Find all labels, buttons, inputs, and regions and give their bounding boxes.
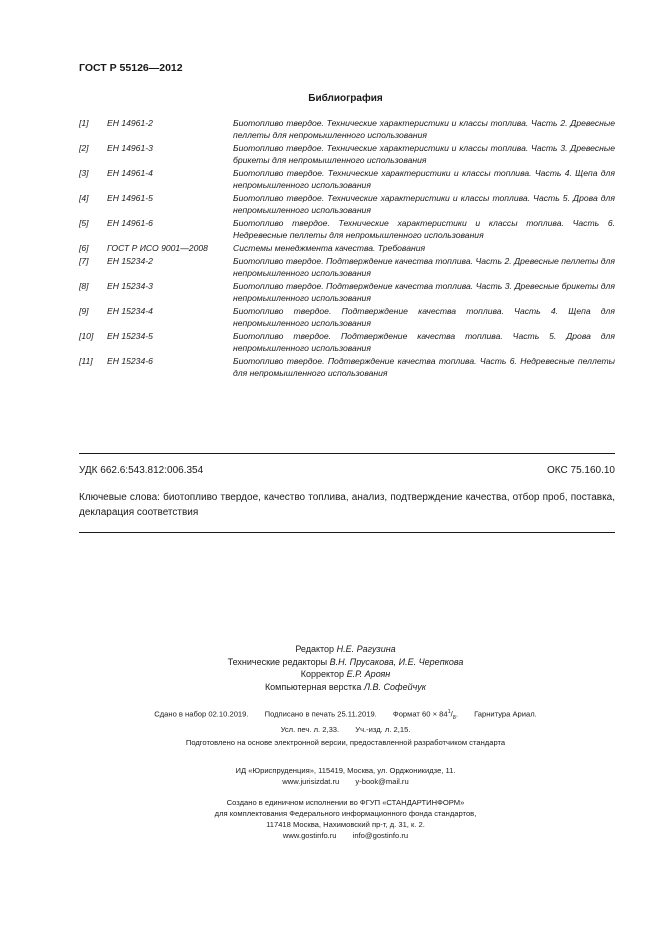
bibliography-item: [79, 330, 615, 354]
credits-block: [0, 643, 661, 693]
publisher-address: ИД «Юриспруденция», 115419, Москва, ул. Орджоникидзе, 11.: [235, 766, 456, 775]
producer-contacts: [30, 830, 661, 841]
bibliography-item: [79, 117, 615, 141]
prepared-note: Подготовлено на основе электронной версии, предоставленной разработчиком стандарта: [185, 738, 506, 747]
producer-block: [0, 797, 661, 841]
bibliography-item-number: [11]: [79, 356, 93, 366]
editor-line: Редактор Н.Е. Рагузина: [295, 644, 396, 654]
publisher-block: [0, 765, 661, 787]
top-divider: [79, 453, 615, 454]
bibliography-item-description: Биотопливо твердое. Подтверждение качества топлива. Часть 3. Древесные брикеты для непромышленного использования: [233, 281, 615, 303]
bibliography-item-number: [7]: [79, 256, 89, 266]
bibliography-item: [79, 217, 615, 241]
bibliography-item: [79, 355, 615, 379]
bibliography-item-description: Биотопливо твердое. Подтверждение качества топлива. Часть 6. Недревесные пеллеты для непромышленного использования: [233, 356, 615, 378]
print-info-line1: Сдано в набор 02.10.2019. Подписано в печать 25.11.2019. Формат $60 \times 84^1/_8$. Гарнитура Ариал.: [154, 709, 537, 722]
bibliography-item-description: Биотопливо твердое. Подтверждение качества топлива. Часть 4. Щепа для непромышленного использования: [233, 306, 615, 328]
bibliography-item-description: Биотопливо твердое. Подтверждение качества топлива. Часть 2. Древесные пеллеты для непромышленного использования: [233, 256, 615, 278]
producer-line3: 117418 Москва, Нахимовский пр-т, д. 31, к. 2.: [266, 820, 425, 829]
publisher-contacts: [30, 776, 661, 787]
bibliography-item-description: Биотопливо твердое. Технические характеристики и классы топлива. Часть 5. Дрова для непромышленного использования: [233, 193, 615, 215]
bibliography-item: [79, 142, 615, 166]
keywords: Ключевые слова: биотопливо твердое, качество топлива, анализ, подтверждение качества, отбор проб, поставка, декларация соответствия: [79, 492, 615, 518]
bibliography-item-number: [10]: [79, 331, 94, 341]
bibliography-item-code: ЕН 15234-6: [107, 356, 153, 366]
bibliography-item-code: ЕН 15234-3: [107, 281, 153, 291]
bibliography-item-code: ЕН 15234-5: [107, 331, 153, 341]
bibliography-list: [79, 117, 615, 380]
bibliography-title: Библиография: [308, 93, 383, 104]
producer-site-link[interactable]: www.gostinfo.ru: [282, 831, 337, 840]
print-info-line2: Усл. печ. л. 2,33. Уч.-изд. л. 2,15.: [280, 725, 411, 735]
producer-line2: для комплектования Федерального информационного фонда стандартов,: [214, 809, 477, 818]
bibliography-item-number: [4]: [79, 193, 89, 203]
bibliography-item-number: [8]: [79, 281, 89, 291]
producer-email-link[interactable]: info@gostinfo.ru: [352, 831, 409, 840]
bibliography-item-number: [9]: [79, 306, 89, 316]
bibliography-item-code: ЕН 15234-2: [107, 256, 153, 266]
bibliography-item-code: ЕН 14961-3: [107, 143, 153, 153]
bottom-divider: [79, 532, 615, 533]
standard-code: ГОСТ Р 55126—2012: [79, 62, 183, 74]
bibliography-item-description: Биотопливо твердое. Технические характеристики и классы топлива. Часть 2. Древесные пеллеты для непромышленного использования: [233, 118, 615, 140]
bibliography-item-code: ЕН 15234-4: [107, 306, 153, 316]
bibliography-item-description: Биотопливо твердое. Технические характеристики и классы топлива. Часть 3. Древесные брикеты для непромышленного использования: [233, 143, 615, 165]
bibliography-item-number: [5]: [79, 218, 89, 228]
tech-editors-line: Технические редакторы В.Н. Прусакова, И.Е. Черепкова: [227, 656, 464, 667]
bibliography-item: [79, 192, 615, 216]
bibliography-item-description: Биотопливо твердое. Технические характеристики и классы топлива. Часть 6. Недревесные пеллеты для непромышленного использования: [233, 218, 615, 240]
bibliography-item-description: Биотопливо твердое. Подтверждение качества топлива. Часть 5. Дрова для непромышленного использования: [233, 331, 615, 353]
bibliography-item: [79, 167, 615, 191]
print-info: [0, 707, 661, 735]
bibliography-item: [79, 242, 615, 254]
publisher-site-link[interactable]: www.jurisizdat.ru: [282, 777, 340, 786]
bibliography-item-number: [2]: [79, 143, 89, 153]
bibliography-item-description: Системы менеджмента качества. Требования: [233, 243, 426, 253]
publisher-email-link[interactable]: y-book@mail.ru: [355, 777, 409, 786]
bibliography-item-code: ЕН 14961-2: [107, 118, 153, 128]
bibliography-item-number: [1]: [79, 118, 89, 128]
producer-line1: Создано в единичном исполнении во ФГУП «СТАНДАРТИНФОРМ»: [226, 798, 465, 807]
bibliography-item-description: Биотопливо твердое. Технические характеристики и классы топлива. Часть 4. Щепа для непромышленного использования: [233, 168, 615, 190]
udk-code: УДК 662.6:543.812:006.354: [79, 465, 204, 476]
oks-code: ОКС 75.160.10: [547, 465, 615, 476]
layout-line: Компьютерная верстка Л.В. Софейчук: [264, 681, 427, 692]
bibliography-item-code: ЕН 14961-4: [107, 168, 153, 178]
bibliography-item: [79, 255, 615, 279]
bibliography-item-code: ЕН 14961-5: [107, 193, 153, 203]
bibliography-item-code: ГОСТ Р ИСО 9001—2008: [107, 243, 208, 253]
bibliography-item: [79, 280, 615, 304]
classification-row: [79, 465, 615, 476]
bibliography-item-number: [6]: [79, 243, 89, 253]
bibliography-item: [79, 305, 615, 329]
proofreader-line: Корректор Е.Р. Ароян: [300, 669, 391, 679]
bibliography-item-number: [3]: [79, 168, 89, 178]
bibliography-item-code: ЕН 14961-6: [107, 218, 153, 228]
